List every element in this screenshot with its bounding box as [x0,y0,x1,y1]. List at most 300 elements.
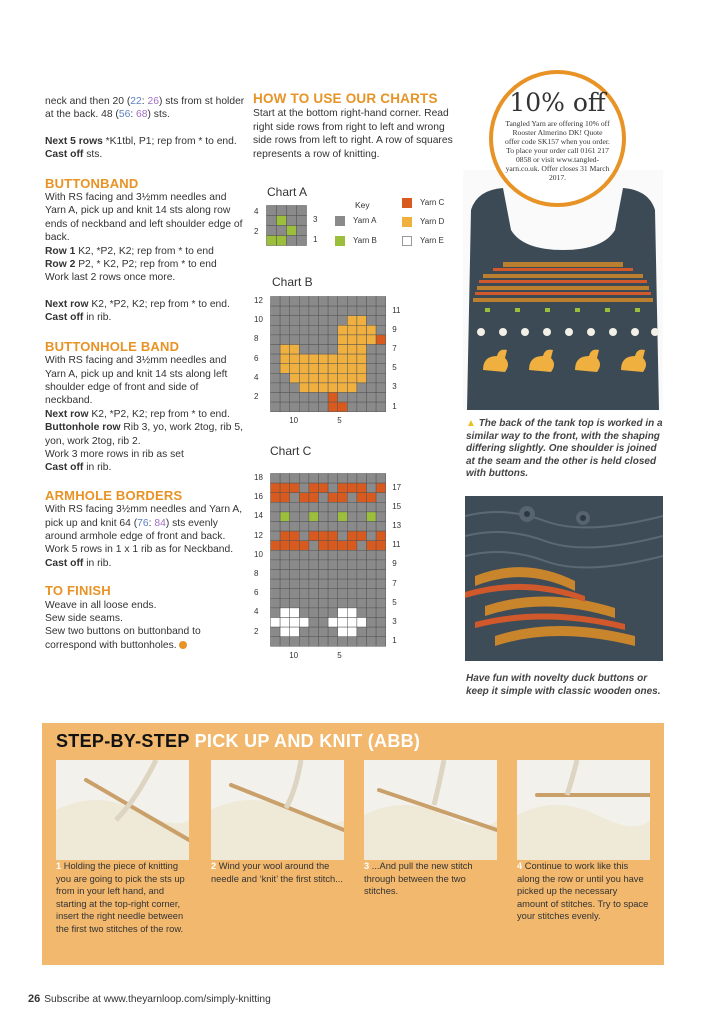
yarn-a-swatch [335,216,345,226]
chart-cell [376,618,386,628]
key-yarn-d: Yarn D [402,217,444,227]
chart-cell [319,589,329,599]
chart-cell [297,216,307,226]
chart-cell [347,306,357,316]
chart-cell [376,306,386,316]
chart-cell [347,570,357,580]
chart-cell [290,345,300,355]
key-yarn-e: Yarn E [402,236,444,246]
step-box-title: STEP-BY-STEP PICK UP AND KNIT (ABB) [56,731,421,751]
chart-cell [271,493,281,503]
row-number: 2 [254,626,259,636]
yarn-b-swatch [335,236,345,246]
row-number: 3 [392,617,397,626]
chart-cell [280,483,290,493]
chart-cell [338,570,348,580]
chart-cell [319,393,329,403]
row-number: 12 [254,530,263,540]
chart-cell [309,579,319,589]
chart-cell [299,493,309,503]
chart-cell [271,316,281,326]
chart-cell [319,345,329,355]
chart-cell [376,570,386,580]
row-number: 14 [254,511,263,521]
chart-cell [347,502,357,512]
chart-cell [299,474,309,484]
chart-cell [319,637,329,647]
chart-cell [280,354,290,364]
chart-cell [280,570,290,580]
chart-cell [297,226,307,236]
chart-cell [376,502,386,512]
chart-cell [367,637,377,647]
chart-a-left-num: 2 [254,227,259,236]
chart-cell [357,579,367,589]
chart-cell [290,474,300,484]
chart-cell [319,522,329,532]
chart-cell [267,226,277,236]
chart-cell [319,354,329,364]
chart-cell [338,512,348,522]
chart-cell [309,608,319,618]
row-number: 15 [392,501,402,511]
back-caption: ▲ The back of the tank top is worked in a similar way to the front, with the shaping differing slightly. One shoulder is joined at the seam and the other is held closed with buttons. [466,418,663,479]
armhole-castoff: Cast off in rib. [45,557,112,569]
chart-cell [280,541,290,551]
chart-cell [367,474,377,484]
chart-cell [376,512,386,522]
chart-cell [299,608,309,618]
chart-cell [367,618,377,628]
chart-cell [357,483,367,493]
chart-cell [290,373,300,383]
chart-cell [338,297,348,307]
chart-cell [271,354,281,364]
chart-cell [328,402,338,412]
chart-cell [280,393,290,403]
chart-cell [280,316,290,326]
row-number: 5 [392,363,397,373]
chart-cell [309,512,319,522]
chart-cell [376,483,386,493]
chart-cell [319,493,329,503]
chart-cell [271,608,281,618]
buttons-photo [465,496,663,661]
finish-line-2: Sew side seams. [45,613,123,624]
chart-cell [328,608,338,618]
chart-cell [271,364,281,374]
chart-cell [319,512,329,522]
chart-cell [271,618,281,628]
chart-cell [299,345,309,355]
chart-cell [367,393,377,403]
step-2-text: 2 Wind your wool around the needle and ‘knit’ the first stitch... [211,861,343,884]
chart-cell [299,512,309,522]
chart-cell [277,206,287,216]
chart-cell [338,335,348,345]
chart-cell [290,393,300,403]
chart-cell [357,541,367,551]
chart-cell [299,297,309,307]
chart-cell [280,474,290,484]
chart-cell [309,541,319,551]
chart-cell [347,598,357,608]
step-2-photo [211,760,344,860]
chart-cell [328,512,338,522]
chart-cell [267,236,277,246]
chart-cell [376,608,386,618]
chart-cell [357,570,367,580]
row-number: 4 [254,372,259,382]
chart-cell [328,550,338,560]
chart-cell [357,531,367,541]
chart-cell [309,598,319,608]
chart-cell [299,570,309,580]
chart-cell [367,402,377,412]
chart-cell [290,502,300,512]
row-number: 13 [392,521,402,530]
row-number: 8 [254,334,259,344]
chart-cell [299,306,309,316]
chart-cell [271,589,281,599]
chart-cell [319,364,329,374]
key-yarn-a: Yarn A [335,216,376,226]
chart-cell [376,325,386,335]
column-number: 5 [337,416,342,426]
row-number: 7 [392,578,397,588]
chart-cell [299,637,309,647]
chart-cell [338,531,348,541]
chart-cell [328,589,338,599]
chart-cell [328,316,338,326]
chart-cell [357,335,367,345]
chart-cell [299,627,309,637]
finish-line-3: Sew two buttons on buttonband to correspond with buttonholes. [45,626,201,651]
chart-cell [319,383,329,393]
chart-cell [299,393,309,403]
step-4-text: 4 Continue to work like this along the row or until you have picked up the necessary amount of stitches. Try to space your stitches evenly. [517,861,649,922]
key-yarn-c: Yarn C [402,198,444,208]
chart-cell [357,608,367,618]
chart-cell [328,570,338,580]
chart-cell [309,483,319,493]
chart-cell [328,306,338,316]
chart-cell [280,579,290,589]
chart-cell [338,383,348,393]
column-number: 10 [289,650,299,660]
buttonhole-heading: BUTTONHOLE BAND [45,338,180,354]
row-number: 12 [254,296,263,305]
chart-cell [328,522,338,532]
chart-cell [319,402,329,412]
charts-body: Start at the bottom right-hand corner. Read right side rows from right to left and wrong side rows from left to right. A row of squares represents a row of knitting. [253,108,453,160]
charts-intro [253,92,463,161]
chart-cell [357,522,367,532]
chart-cell [347,531,357,541]
chart-cell [277,226,287,236]
chart-cell [280,502,290,512]
yarn-e-swatch [402,236,412,246]
chart-cell [367,512,377,522]
chart-cell [299,383,309,393]
row-number: 9 [392,324,397,334]
chart-cell [309,493,319,503]
chart-cell [328,493,338,503]
chart-cell [280,512,290,522]
chart-cell [280,637,290,647]
chart-cell [357,598,367,608]
chart-cell [347,345,357,355]
chart-cell [287,236,297,246]
chart-cell [290,550,300,560]
chart-cell [347,316,357,326]
chart-cell [319,335,329,345]
chart-cell [338,550,348,560]
row-number: 2 [254,392,259,401]
chart-cell [328,541,338,551]
chart-cell [367,560,377,570]
chart-cell [376,560,386,570]
chart-cell [299,589,309,599]
chart-cell [338,618,348,628]
chart-a-right-num: 3 [313,215,318,224]
chart-cell [357,345,367,355]
chart-cell [376,550,386,560]
chart-cell [299,354,309,364]
chart-cell [357,618,367,628]
subscribe-link[interactable]: Subscribe at www.theyarnloop.com/simply-knitting [44,994,271,1005]
chart-cell [290,325,300,335]
chart-cell [328,627,338,637]
chart-cell [309,306,319,316]
chart-cell [338,579,348,589]
chart-cell [280,627,290,637]
chart-c-grid [270,473,387,648]
neck-instructions: neck and then 20 (22: 26) sts from st holder at the back. 48 (56: 68) sts. [45,96,245,121]
chart-b-title: Chart B [272,275,313,289]
chart-cell [357,493,367,503]
chart-cell [267,216,277,226]
chart-cell [376,627,386,637]
chart-c-title: Chart C [270,444,312,458]
key-title: Key [355,200,370,210]
offer-percent: 10% off [509,88,606,117]
chart-cell [328,383,338,393]
buttonband-row2: Row 2 P2, * K2, P2; rep from * to end [45,259,217,271]
chart-cell [309,502,319,512]
chart-cell [338,608,348,618]
chart-cell [299,522,309,532]
chart-cell [347,297,357,307]
chart-cell [280,383,290,393]
chart-cell [357,354,367,364]
chart-cell [290,297,300,307]
chart-cell [357,627,367,637]
buttonhole-row: Buttonhole row Rib 3, yo, work 2tog, rib 5, yon, work 2tog, rib 2. [45,422,243,447]
chart-cell [280,531,290,541]
chart-cell [367,306,377,316]
chart-cell [280,335,290,345]
chart-cell [328,598,338,608]
row-number: 1 [392,636,397,646]
end-dot-icon [179,641,187,649]
chart-cell [367,598,377,608]
chart-cell [338,637,348,647]
chart-cell [328,325,338,335]
chart-cell [271,598,281,608]
armhole-intro: With RS facing 3½mm needles and Yarn A, pick up and knit 64 (76: 84) sts evenly around armhole edge of front and back. [45,504,243,542]
chart-cell [367,383,377,393]
chart-cell [338,345,348,355]
chart-cell [367,316,377,326]
chart-cell [309,627,319,637]
chart-cell [367,531,377,541]
chart-cell [347,364,357,374]
row-number: 8 [254,569,259,578]
chart-cell [367,502,377,512]
chart-cell [280,402,290,412]
chart-cell [328,531,338,541]
chart-cell [328,618,338,628]
charts-heading: HOW TO USE OUR CHARTS [253,91,438,106]
chart-cell [357,297,367,307]
chart-cell [338,306,348,316]
chart-cell [271,541,281,551]
chart-cell [328,373,338,383]
chart-cell [290,608,300,618]
chart-cell [376,373,386,383]
chart-cell [367,627,377,637]
chart-cell [299,579,309,589]
chart-cell [357,393,367,403]
chart-cell [290,598,300,608]
chart-cell [319,627,329,637]
chart-cell [338,325,348,335]
chart-cell [367,522,377,532]
chart-cell [287,206,297,216]
chart-cell [347,335,357,345]
chart-cell [357,383,367,393]
yarn-d-swatch [402,217,412,227]
chart-cell [338,316,348,326]
chart-cell [319,579,329,589]
chart-cell [338,502,348,512]
chart-cell [309,345,319,355]
chart-cell [376,402,386,412]
chart-cell [271,531,281,541]
chart-cell [319,474,329,484]
chart-cell [299,483,309,493]
chart-cell [367,541,377,551]
chart-cell [319,531,329,541]
chart-cell [319,570,329,580]
chart-cell [290,354,300,364]
chart-cell [290,383,300,393]
chart-cell [319,483,329,493]
chart-cell [280,373,290,383]
chart-cell [297,206,307,216]
chart-cell [328,345,338,355]
chart-cell [347,373,357,383]
chart-cell [299,364,309,374]
column-number: 5 [337,650,342,660]
chart-cell [376,345,386,355]
chart-cell [271,297,281,307]
chart-cell [299,325,309,335]
chart-cell [267,206,277,216]
chart-cell [299,550,309,560]
step-4-photo [517,760,650,860]
chart-cell [309,531,319,541]
chart-cell [357,402,367,412]
chart-cell [376,589,386,599]
row-number: 7 [392,344,397,353]
buttonhole-more: Work 3 more rows in rib as set [45,448,184,460]
chart-cell [376,297,386,307]
chart-cell [271,474,281,484]
chart-cell [309,316,319,326]
chart-cell [376,522,386,532]
chart-cell [376,383,386,393]
chart-cell [319,316,329,326]
chart-cell [309,589,319,599]
chart-cell [328,560,338,570]
finish-heading: TO FINISH [45,583,111,599]
armhole-work: Work 5 rows in 1 x 1 rib as for Neckband. [45,544,234,556]
chart-cell [328,354,338,364]
chart-cell [367,608,377,618]
chart-cell [309,402,319,412]
chart-cell [328,502,338,512]
chart-cell [319,325,329,335]
finish-line-1: Weave in all loose ends. [45,599,157,611]
row-number: 11 [392,540,401,550]
chart-cell [347,483,357,493]
chart-cell [271,483,281,493]
chart-cell [299,373,309,383]
chart-cell [376,637,386,647]
chart-cell [347,474,357,484]
row-number: 9 [392,559,397,569]
chart-cell [280,297,290,307]
chart-cell [287,226,297,236]
chart-cell [357,364,367,374]
chart-cell [328,297,338,307]
chart-cell [338,522,348,532]
row-number: 11 [392,305,401,315]
chart-a-left-num: 4 [254,207,259,216]
pattern-column [45,95,245,652]
chart-cell [299,316,309,326]
chart-cell [367,493,377,503]
chart-cell [328,637,338,647]
buttonhole-next: Next row K2, *P2, K2; rep from * to end. [45,408,230,420]
chart-cell [347,637,357,647]
chart-cell [299,531,309,541]
chart-cell [309,297,319,307]
buttonband-row1: Row 1 K2, *P2, K2; rep from * to end [45,245,214,257]
chart-cell [367,589,377,599]
chart-cell [309,550,319,560]
offer-text: Tangled Yarn are offering 10% off Rooster Almerino DK! Quote offer code SK157 when you order. To place your order call 0161 217 0858 or visit www.tangled-yarn.co.uk. Offer closes 31 March 2017. [505,119,610,182]
chart-cell [367,335,377,345]
buttonband-last: Work last 2 rows once more. [45,272,176,284]
chart-cell [357,373,367,383]
chart-cell [357,306,367,316]
chart-cell [347,589,357,599]
chart-cell [347,627,357,637]
chart-b-grid [270,296,387,413]
